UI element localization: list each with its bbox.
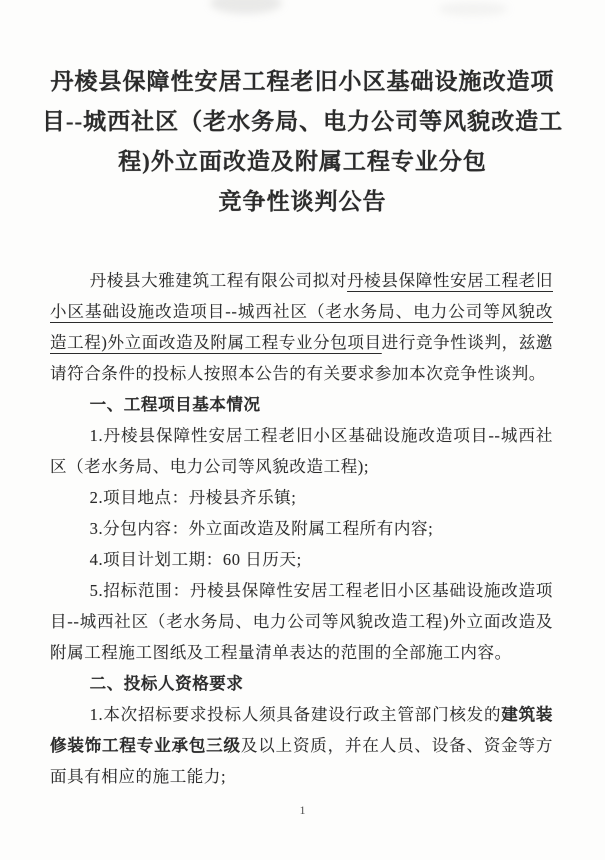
section1-item-project-name: 1.丹棱县保障性安居工程老旧小区基础设施改造项目--城西社区（老水务局、电力公司等风貌改造工程);: [50, 426, 553, 476]
section1-item-location: 2.项目地点：丹棱县齐乐镇;: [89, 488, 297, 507]
title-line-3: 程)外立面改造及附属工程专业分包: [118, 149, 487, 174]
intro-text-suffix: 进行竞争性谈判，兹邀请符合条件的投标人按照本公告的有关要求参加本次竞争性谈判。: [50, 333, 553, 383]
title-line-1: 丹棱县保障性安居工程老旧小区基础设施改造项: [50, 69, 555, 94]
qualification-bold-requirement: 建筑装修装饰工程专业承包三级: [50, 705, 553, 755]
intro-underlined-project-name: 丹棱县保障性安居工程老旧小区基础设施改造项目--城西社区（老水务局、电力公司等风貌改造工程)外立面改造及附属工程专业分包项目: [50, 271, 553, 352]
qualification-text-prefix: 1.本次招标要求投标人须具备建设行政主管部门核发的: [89, 705, 502, 724]
scan-smudge: [438, 2, 508, 16]
document-title: [36, 62, 569, 222]
intro-text-prefix: 丹棱县大雅建筑工程有限公司拟对: [89, 271, 348, 290]
title-line-4: 竞争性谈判公告: [218, 189, 387, 214]
page-number: 1: [299, 803, 306, 817]
section1-item-schedule: 4.项目计划工期：60 日历天;: [89, 550, 302, 569]
intro-paragraph: [50, 265, 553, 389]
section2-heading: 二、投标人资格要求: [89, 674, 244, 693]
section2-item-qualification: [50, 699, 553, 792]
section1-heading: 一、工程项目基本情况: [89, 395, 261, 414]
section1-item-bid-scope: 5.招标范围：丹棱县保障性安居工程老旧小区基础设施改造项目--城西社区（老水务局、电力公司等风貌改造工程)外立面改造及附属工程施工图纸及工程量清单表达的范围的全部施工内容。: [50, 581, 553, 662]
qualification-text-suffix: 及以上资质，并在人员、设备、资金等方面具有相应的施工能力;: [50, 736, 553, 786]
title-line-2: 目--城西社区（老水务局、电力公司等风貌改造工: [41, 109, 564, 134]
document-body: [50, 265, 553, 792]
section1-item-subcontract-content: 3.分包内容：外立面改造及附属工程所有内容;: [89, 519, 434, 538]
scan-smudge: [210, 0, 282, 14]
